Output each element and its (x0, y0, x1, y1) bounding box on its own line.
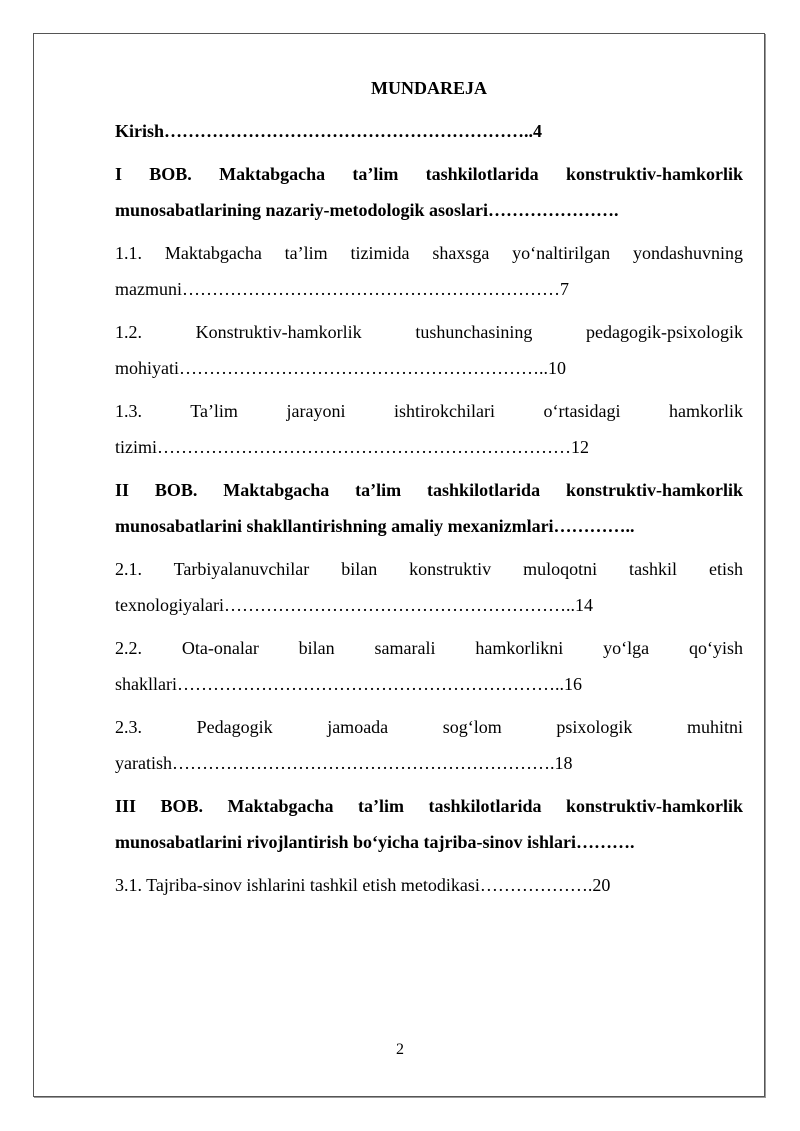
toc-entry-section-1-2: 1.2. Konstruktiv-hamkorlik tushunchasining pedagogik-psixologik mohiyati……………………………………………………..10 (115, 322, 743, 378)
toc-entry-chapter-3: III BOB. Maktabgacha ta’lim tashkilotlarida konstruktiv-hamkorlik munosabatlarini rivojlantirish bo‘yicha tajriba-sinov ishlari………. (115, 796, 743, 852)
toc-entry-section-2-2: 2.2. Ota-onalar bilan samarali hamkorlikni yo‘lga qo‘yish shakllari………………………………………………………..16 (115, 638, 743, 694)
toc-title: MUNDAREJA (371, 78, 487, 98)
page-number: 2 (396, 1041, 404, 1058)
toc-entry-section-2-1: 2.1. Tarbiyalanuvchilar bilan konstruktiv muloqotni tashkil etish texnologiyalari…………………………………………………..14 (115, 559, 743, 615)
toc-entry-section-3-1: 3.1. Tajriba-sinov ishlarini tashkil etish metodikasi……………….20 (115, 875, 611, 895)
toc-entry-chapter-2: II BOB. Maktabgacha ta’lim tashkilotlarida konstruktiv-hamkorlik munosabatlarini shakllantirishning amaliy mexanizmlari………….. (115, 480, 743, 536)
toc-entry-chapter-1: I BOB. Maktabgacha ta’lim tashkilotlarida konstruktiv-hamkorlik munosabatlarining nazariy-metodologik asoslari…………………. (115, 164, 743, 220)
toc-entry-kirish: Kirish……………………………………………………..4 (115, 121, 543, 141)
toc-entry-section-2-3: 2.3. Pedagogik jamoada sog‘lom psixologik muhitni yaratish……………………………………………………….18 (115, 717, 743, 773)
table-of-contents (115, 70, 743, 910)
toc-entry-section-1-3: 1.3. Ta’lim jarayoni ishtirokchilari o‘rtasidagi hamkorlik tizimi……………………………………………………………12 (115, 401, 743, 457)
toc-entry-section-1-1: 1.1. Maktabgacha ta’lim tizimida shaxsga yo‘naltirilgan yondashuvning mazmuni………………………………………………………7 (115, 243, 743, 299)
